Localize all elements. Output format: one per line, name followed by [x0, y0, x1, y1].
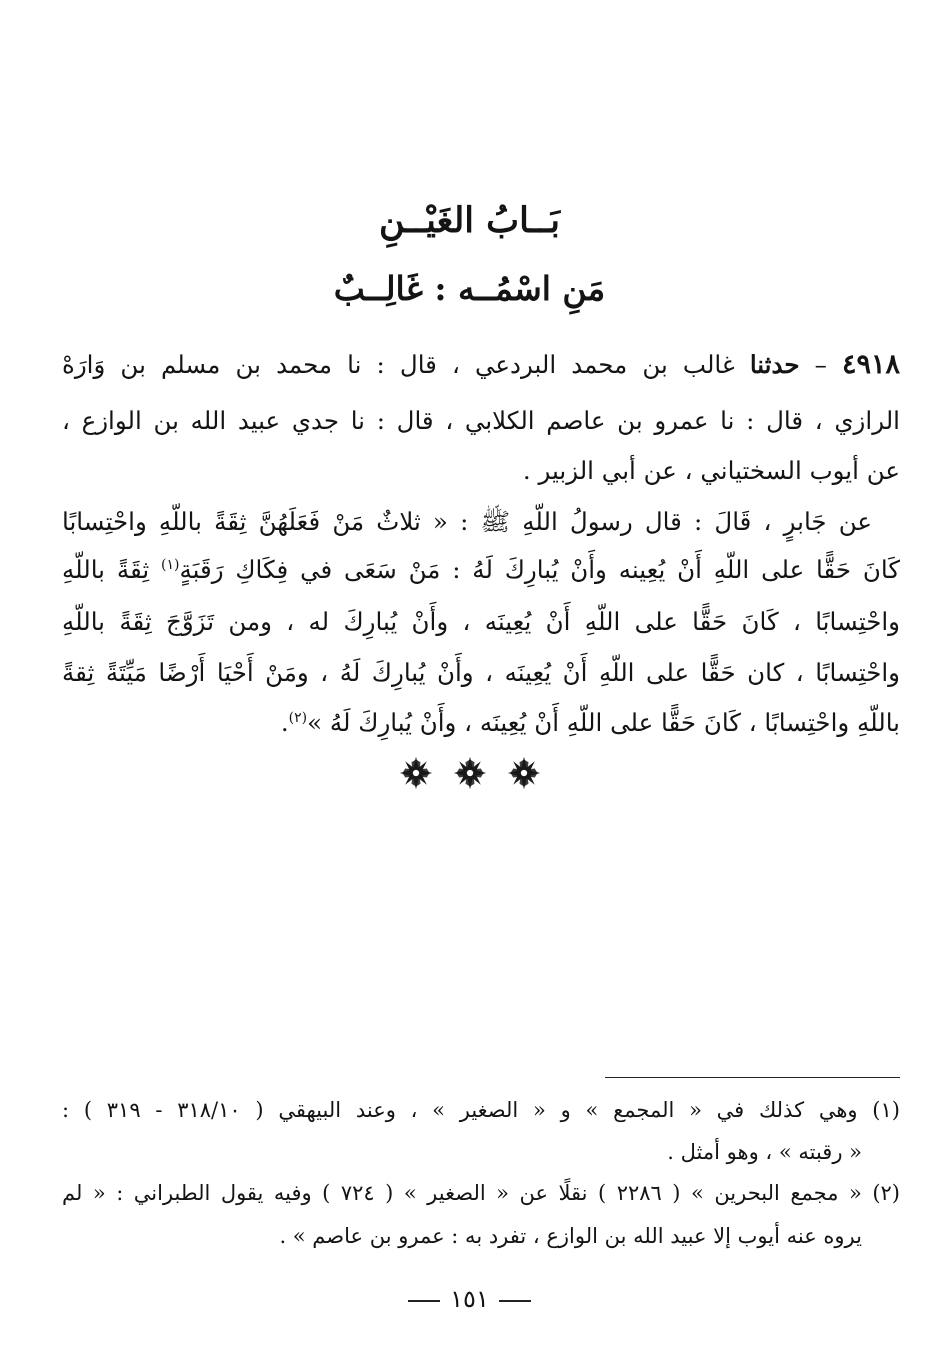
page-number	[0, 1279, 939, 1319]
hadith-line-1: ٤٩١٨ – حدثنا غالب بن محمد البردعي ، قال : نا محمد بن مسلم بن وَارَهْ	[62, 349, 900, 380]
matn-line-1: عن جَابرٍ ، قَالَ : قال رسولُ اللّهِ ﷺ : « ثلاثٌ مَنْ فَعَلَهُنَّ ثِقَةً باللّهِ واحْتِسابًا	[62, 507, 872, 536]
matn-line-3: واحْتِسابًا ، كَانَ حَقًّا على اللّهِ أَنْ يُعِينَه ، وأَنْ يُبارِكَ له ، ومن تَزَوَّجَ ثِقَةً باللّهِ	[62, 607, 900, 636]
matn-text: كَانَ حَقًّا على اللّهِ أَنْ يُعِينه وأَنْ يُبارِكَ لَهُ : مَنْ سَعَى في فِكَاكِ رَقَبَةٍ	[179, 555, 900, 584]
matn-line-4: واحْتِسابًا ، كان حَقًّا على اللّهِ أَنْ يُعِينَه ، وأَنْ يُبارِكَ لَهُ ، ومَنْ أَحْيَا أَرْضًا مَيِّتَةً ثِقةً	[62, 658, 900, 687]
page-number-dash-right	[499, 1300, 531, 1302]
footnote-1-marker: (١)	[872, 1098, 900, 1122]
end-mark: .	[280, 708, 289, 737]
footnote-2-line-1	[62, 1172, 900, 1214]
page-number-value: ١٥١	[450, 1285, 489, 1313]
section-separator	[0, 755, 939, 799]
footnote-1-line-2: « رقبته » ، وهو أمثل .	[667, 1140, 862, 1164]
hadith-line-2: الرازي ، قال : نا عمرو بن عاصم الكلابي ، قال : نا جدي عبيد الله بن الوازع ،	[62, 406, 900, 435]
footnote-mark-1: (١)	[161, 556, 180, 573]
star-ornament-icon	[398, 755, 434, 791]
footnote-2-marker: (٢)	[872, 1181, 900, 1205]
matn-line-5	[62, 699, 900, 747]
page-number-dash-left	[408, 1300, 440, 1302]
chapter-title: بَــابُ الغَيْــنِ	[378, 200, 561, 241]
footnote-2-line-2: يروه عنه أيوب إلا عبيد الله بن الوازع ، تفرد به : عمرو بن عاصم » .	[279, 1224, 862, 1248]
footnote-1-text: وهي كذلك في « المجمع » و « الصغير » ، وعند البيهقي ( ٣١٨/١٠ - ٣١٩ ) :	[62, 1098, 858, 1122]
matn-line-2	[62, 546, 900, 594]
hadith-number: ٤٩١٨	[841, 349, 900, 380]
star-ornament-icon	[506, 755, 542, 791]
footnote-divider	[605, 1077, 900, 1078]
matn-text: باللّهِ واحْتِسابًا ، كَانَ حَقًّا على اللّهِ أَنْ يُعِينَه ، وأَنْ يُبارِكَ لَهُ »	[307, 708, 900, 737]
star-ornament-icon	[452, 755, 488, 791]
footnote-2-text: « مجمع البحرين » ( ٢٢٨٦ ) نقلًا عن « الصغير » ( ٧٢٤ ) وفيه يقول الطبراني : « لم	[62, 1181, 862, 1205]
footnote-1-line-1	[62, 1089, 900, 1131]
footnote-mark-2: (٢)	[288, 709, 308, 726]
section-title: مَنِ اسْمُــه : غَالِــبٌ	[333, 269, 606, 308]
isnad-text: غالب بن محمد البردعي ، قال : نا محمد بن مسلم بن وَارَهْ	[62, 350, 735, 379]
matn-text: ثِقَةً باللّهِ	[62, 555, 150, 584]
hadith-lead-word: حدثنا	[749, 350, 800, 379]
hadith-line-3: عن أيوب السختياني ، عن أبي الزبير .	[522, 456, 900, 485]
